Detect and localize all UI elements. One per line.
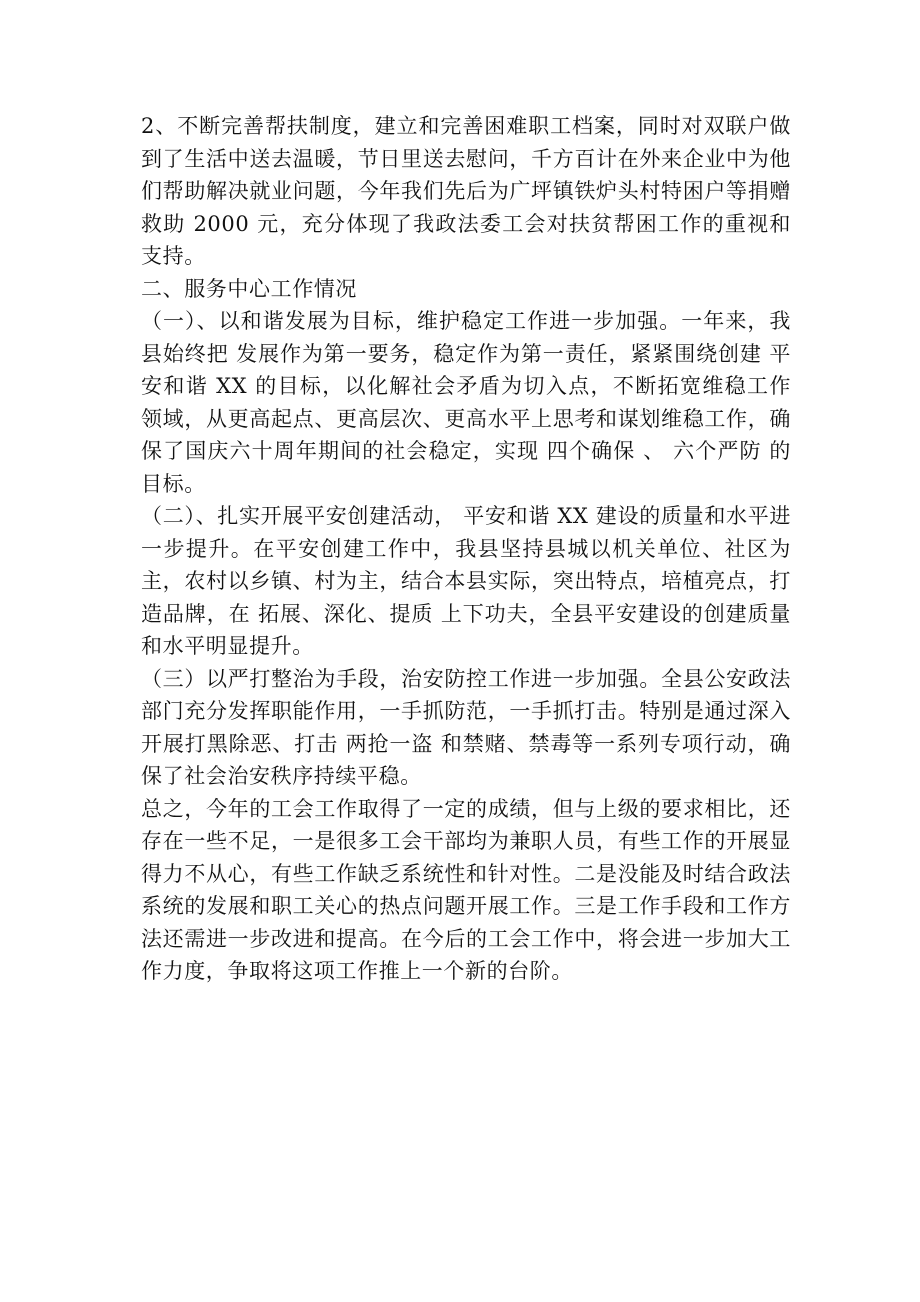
document-body bbox=[141, 110, 791, 988]
paragraph-safety-creation: （二）、扎实开展平安创建活动， 平安和谐 XX 建设的质量和水平进一步提升。在平安创建工作中，我县坚持县城以机关单位、社区为主，农村以乡镇、村为主，结合本县实际，突出特点，培植亮点，打造品牌，在 拓展、深化、提质 上下功夫，全县平安建设的创建质量和水平明显提升。 bbox=[141, 504, 791, 658]
section-heading-service-center: 二、服务中心工作情况 bbox=[141, 276, 357, 301]
paragraph-stability-work: （一）、以和谐发展为目标，维护稳定工作进一步加强。一年来，我县始终把 发展作为第一要务，稳定作为第一责任，紧紧围绕创建 平安和谐 XX 的目标，以化解社会矛盾为切入点，不断拓宽维稳工作领域，从更高起点、更高层次、更高水平上思考和谋划维稳工作，确保了国庆六十周年期间的社会稳定，实现 四个确保 、 六个严防 的目标。 bbox=[141, 309, 791, 496]
paragraph-summary: 总之，今年的工会工作取得了一定的成绩，但与上级的要求相比，还存在一些不足，一是很多工会干部均为兼职人员，有些工作的开展显得力不从心，有些工作缺乏系统性和针对性。二是没能及时结合政法系统的发展和职工关心的热点问题开展工作。三是工作手段和工作方法还需进一步改进和提高。在今后的工会工作中，将会进一步加大工作力度，争取将这项工作推上一个新的台阶。 bbox=[141, 796, 791, 983]
paragraph-crackdown: （三）以严打整治为手段，治安防控工作进一步加强。全县公安政法部门充分发挥职能作用，一手抓防范，一手抓打击。特别是通过深入开展打黑除恶、打击 两抢一盗 和禁赌、禁毒等一系列专项行动，确保了社会治安秩序持续平稳。 bbox=[141, 666, 791, 788]
paragraph-assistance-system: 2、不断完善帮扶制度，建立和完善困难职工档案，同时对双联户做到了生活中送去温暖，节日里送去慰问，千方百计在外来企业中为他们帮助解决就业问题，今年我们先后为广坪镇铁炉头村特困户等捐赠救助 2000 元，充分体现了我政法委工会对扶贫帮困工作的重视和支持。 bbox=[141, 114, 791, 268]
